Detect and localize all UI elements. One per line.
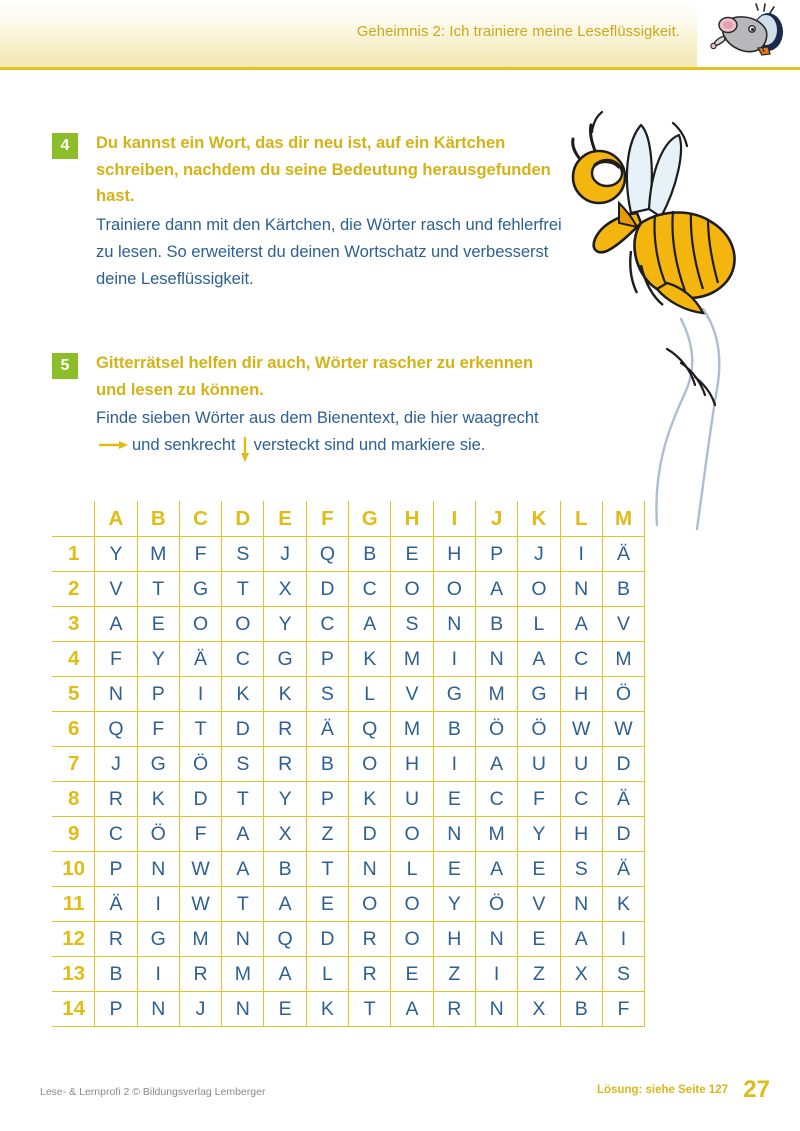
grid-cell[interactable]: N: [433, 817, 475, 852]
grid-cell[interactable]: Ö: [602, 677, 644, 712]
grid-cell[interactable]: O: [391, 572, 433, 607]
grid-cell[interactable]: G: [264, 642, 306, 677]
grid-cell[interactable]: O: [391, 817, 433, 852]
grid-cell[interactable]: F: [602, 992, 644, 1027]
grid-cell[interactable]: G: [433, 677, 475, 712]
grid-cell[interactable]: F: [95, 642, 137, 677]
grid-column-header: C: [179, 502, 221, 537]
grid-cell[interactable]: A: [475, 747, 517, 782]
grid-cell[interactable]: V: [518, 887, 560, 922]
grid-cell[interactable]: H: [560, 817, 602, 852]
grid-cell[interactable]: R: [349, 957, 391, 992]
grid-cell[interactable]: D: [349, 817, 391, 852]
item-number-badge: 4: [52, 133, 78, 159]
grid-cell[interactable]: Y: [433, 887, 475, 922]
header-divider: [0, 67, 800, 70]
grid-cell[interactable]: I: [433, 642, 475, 677]
grid-cell[interactable]: Y: [518, 817, 560, 852]
grid-cell[interactable]: Q: [95, 712, 137, 747]
grid-cell[interactable]: A: [95, 607, 137, 642]
footer-solution-note: Lösung: siehe Seite 127: [596, 1084, 728, 1096]
grid-cell[interactable]: O: [433, 572, 475, 607]
grid-cell[interactable]: Z: [306, 817, 348, 852]
grid-cell[interactable]: F: [137, 712, 179, 747]
grid-cell[interactable]: V: [602, 607, 644, 642]
motion-lines-icon: [592, 112, 715, 405]
grid-row: [53, 852, 645, 887]
grid-cell[interactable]: C: [222, 642, 264, 677]
grid-cell[interactable]: N: [95, 677, 137, 712]
item-paragraph-text: Trainiere dann mit den Kärtchen, die Wörter rasch und fehlerfrei zu lesen. So erweiterst du deinen Wortschatz und verbesserst deine Leseflüssigkeit.: [96, 214, 562, 288]
grid-cell[interactable]: T: [222, 782, 264, 817]
grid-cell[interactable]: K: [306, 992, 348, 1027]
item-paragraph-part1: Finde sieben Wörter aus dem Bienentext, die hier waagrecht: [96, 408, 539, 427]
grid-cell[interactable]: Q: [306, 537, 348, 572]
grid-cell[interactable]: G: [518, 677, 560, 712]
grid-column-header: D: [222, 502, 264, 537]
page-number: 27: [743, 1076, 770, 1103]
grid-column-header: A: [95, 502, 137, 537]
grid-cell[interactable]: D: [306, 922, 348, 957]
grid-cell[interactable]: D: [222, 712, 264, 747]
grid-cell[interactable]: Ä: [306, 712, 348, 747]
grid-cell[interactable]: K: [137, 782, 179, 817]
bee-antennae-icon: [573, 125, 601, 171]
grid-cell[interactable]: A: [518, 642, 560, 677]
mouse-reading-icon: [706, 2, 792, 64]
grid-row: [53, 887, 645, 922]
grid-cell[interactable]: R: [433, 992, 475, 1027]
grid-cell[interactable]: E: [264, 992, 306, 1027]
grid-row-header: 1: [53, 537, 95, 572]
grid-cell[interactable]: G: [137, 922, 179, 957]
grid-row-header: 8: [53, 782, 95, 817]
grid-row-header: 6: [53, 712, 95, 747]
item-paragraph-part2: und senkrecht: [132, 435, 236, 454]
grid-column-header: H: [391, 502, 433, 537]
grid-cell[interactable]: J: [518, 537, 560, 572]
grid-row: [53, 642, 645, 677]
grid-cell[interactable]: O: [349, 747, 391, 782]
grid-cell[interactable]: Ö: [475, 712, 517, 747]
grid-cell[interactable]: F: [179, 537, 221, 572]
grid-column-header: M: [602, 502, 644, 537]
grid-column-header: F: [306, 502, 348, 537]
grid-row-header: 13: [53, 957, 95, 992]
grid-cell[interactable]: M: [391, 712, 433, 747]
grid-cell[interactable]: Ä: [602, 852, 644, 887]
grid-cell[interactable]: Ö: [518, 712, 560, 747]
grid-cell[interactable]: K: [349, 782, 391, 817]
grid-row-header: 3: [53, 607, 95, 642]
grid-cell[interactable]: T: [222, 572, 264, 607]
grid-cell[interactable]: N: [349, 852, 391, 887]
grid-cell[interactable]: O: [222, 607, 264, 642]
grid-cell[interactable]: T: [179, 712, 221, 747]
grid-cell[interactable]: K: [349, 642, 391, 677]
grid-cell[interactable]: C: [306, 607, 348, 642]
grid-header-row: [53, 502, 645, 537]
bee-wings-icon: [627, 125, 681, 217]
arrow-down-icon: [239, 437, 251, 463]
grid-cell[interactable]: A: [475, 852, 517, 887]
grid-cell[interactable]: O: [391, 922, 433, 957]
grid-cell[interactable]: I: [137, 957, 179, 992]
grid-cell[interactable]: A: [560, 922, 602, 957]
grid-cell[interactable]: H: [391, 747, 433, 782]
item-lead-text: Gitterrätsel helfen dir auch, Wörter rascher zu erkennen und lesen zu können.: [96, 353, 534, 399]
grid-column-header: B: [137, 502, 179, 537]
grid-cell[interactable]: A: [222, 852, 264, 887]
grid-row: [53, 957, 645, 992]
grid-cell[interactable]: E: [518, 852, 560, 887]
grid-column-header: I: [433, 502, 475, 537]
grid-cell[interactable]: I: [602, 922, 644, 957]
grid-cell[interactable]: T: [306, 852, 348, 887]
grid-cell[interactable]: C: [560, 782, 602, 817]
grid-row: [53, 992, 645, 1027]
grid-column-header: K: [518, 502, 560, 537]
grid-cell[interactable]: W: [560, 712, 602, 747]
grid-row-header: 12: [53, 922, 95, 957]
grid-cell[interactable]: S: [391, 607, 433, 642]
word-search-grid[interactable]: [52, 501, 645, 1027]
grid-row: [53, 607, 645, 642]
grid-cell[interactable]: L: [349, 677, 391, 712]
grid-row-header: 9: [53, 817, 95, 852]
grid-cell[interactable]: Y: [137, 642, 179, 677]
grid-cell[interactable]: C: [475, 782, 517, 817]
page-footer: [0, 1078, 800, 1118]
grid-cell[interactable]: R: [264, 747, 306, 782]
grid-cell[interactable]: I: [560, 537, 602, 572]
grid-cell[interactable]: N: [222, 922, 264, 957]
grid-cell[interactable]: D: [306, 572, 348, 607]
grid-row: [53, 747, 645, 782]
item-body: [96, 130, 566, 292]
grid-row-header: 2: [53, 572, 95, 607]
grid-body[interactable]: [53, 537, 645, 1027]
grid-row-header: 14: [53, 992, 95, 1027]
grid-cell[interactable]: O: [391, 887, 433, 922]
flight-trail-icon: [656, 309, 719, 529]
grid-cell[interactable]: M: [602, 642, 644, 677]
grid-cell[interactable]: C: [560, 642, 602, 677]
grid-cell[interactable]: E: [518, 922, 560, 957]
grid-cell[interactable]: F: [179, 817, 221, 852]
grid-cell[interactable]: P: [475, 537, 517, 572]
grid-cell[interactable]: K: [602, 887, 644, 922]
grid-cell[interactable]: M: [137, 537, 179, 572]
grid-cell[interactable]: D: [179, 782, 221, 817]
grid-row: [53, 817, 645, 852]
item-paragraph-part3: versteckt sind und markiere sie.: [253, 435, 486, 454]
grid-cell[interactable]: S: [222, 747, 264, 782]
grid-cell[interactable]: W: [602, 712, 644, 747]
grid-cell[interactable]: C: [95, 817, 137, 852]
item-paragraph-text: [96, 404, 566, 459]
grid-cell[interactable]: A: [391, 992, 433, 1027]
grid-cell[interactable]: Z: [518, 957, 560, 992]
grid-cell[interactable]: H: [433, 537, 475, 572]
grid-cell[interactable]: J: [179, 992, 221, 1027]
grid-cell[interactable]: X: [264, 572, 306, 607]
grid-cell[interactable]: B: [475, 607, 517, 642]
grid-cell[interactable]: U: [518, 747, 560, 782]
grid-cell[interactable]: B: [264, 852, 306, 887]
grid-column-header: J: [475, 502, 517, 537]
grid-cell[interactable]: P: [95, 992, 137, 1027]
grid-cell[interactable]: N: [222, 992, 264, 1027]
grid-cell[interactable]: N: [433, 607, 475, 642]
grid-cell[interactable]: A: [560, 607, 602, 642]
grid-cell[interactable]: E: [391, 957, 433, 992]
grid-row: [53, 677, 645, 712]
grid-cell[interactable]: D: [602, 817, 644, 852]
grid-cell[interactable]: N: [560, 887, 602, 922]
grid-cell[interactable]: Ä: [602, 782, 644, 817]
grid-cell[interactable]: P: [306, 782, 348, 817]
grid-cell[interactable]: W: [179, 887, 221, 922]
grid-cell[interactable]: H: [433, 922, 475, 957]
grid-cell[interactable]: L: [391, 852, 433, 887]
grid-cell[interactable]: Y: [264, 607, 306, 642]
grid-cell[interactable]: G: [137, 747, 179, 782]
footer-credit: Lese- & Lernprofi 2 © Bildungsverlag Lemberger: [40, 1086, 266, 1098]
grid-cell[interactable]: I: [137, 887, 179, 922]
grid-cell[interactable]: E: [306, 887, 348, 922]
grid-cell[interactable]: I: [433, 747, 475, 782]
grid-cell[interactable]: I: [179, 677, 221, 712]
grid-cell[interactable]: F: [518, 782, 560, 817]
grid-cell[interactable]: T: [137, 572, 179, 607]
item-lead-text: Du kannst ein Wort, das dir neu ist, auf ein Kärtchen schreiben, nachdem du seine Bedeutung herausgefunden hast.: [96, 133, 551, 205]
grid-cell[interactable]: A: [475, 572, 517, 607]
grid-cell[interactable]: D: [602, 747, 644, 782]
grid-cell[interactable]: A: [349, 607, 391, 642]
page-header: [0, 0, 800, 69]
grid-cell[interactable]: N: [475, 992, 517, 1027]
grid-cell[interactable]: R: [95, 922, 137, 957]
grid-cell[interactable]: Y: [95, 537, 137, 572]
grid-cell[interactable]: L: [306, 957, 348, 992]
grid-row: [53, 572, 645, 607]
grid-cell[interactable]: B: [433, 712, 475, 747]
grid-cell[interactable]: U: [560, 747, 602, 782]
header-title: Geheimnis 2: Ich trainiere meine Leseflüssigkeit.: [356, 24, 680, 40]
grid-corner-cell: [53, 502, 95, 537]
grid-cell[interactable]: P: [137, 677, 179, 712]
grid-cell[interactable]: T: [222, 887, 264, 922]
grid-cell[interactable]: P: [95, 852, 137, 887]
grid-cell[interactable]: Ä: [95, 887, 137, 922]
grid-cell[interactable]: O: [179, 607, 221, 642]
grid-cell[interactable]: O: [518, 572, 560, 607]
grid-cell[interactable]: Ö: [137, 817, 179, 852]
grid-cell[interactable]: Y: [264, 782, 306, 817]
grid-row-header: 5: [53, 677, 95, 712]
grid-cell[interactable]: N: [475, 642, 517, 677]
grid-cell[interactable]: X: [264, 817, 306, 852]
item-body: [96, 350, 566, 459]
grid-cell[interactable]: H: [560, 677, 602, 712]
grid-cell[interactable]: M: [222, 957, 264, 992]
grid-cell[interactable]: K: [264, 677, 306, 712]
grid-row-header: 11: [53, 887, 95, 922]
grid-cell[interactable]: Ä: [179, 642, 221, 677]
arrow-right-icon: [99, 439, 129, 451]
grid-row: [53, 922, 645, 957]
grid-cell[interactable]: J: [95, 747, 137, 782]
grid-cell[interactable]: M: [475, 677, 517, 712]
grid-cell[interactable]: B: [349, 537, 391, 572]
grid-cell[interactable]: G: [179, 572, 221, 607]
grid-row: [53, 782, 645, 817]
grid-cell[interactable]: B: [560, 992, 602, 1027]
grid-cell[interactable]: X: [560, 957, 602, 992]
grid-cell[interactable]: A: [222, 817, 264, 852]
grid-cell[interactable]: S: [602, 957, 644, 992]
grid-cell[interactable]: E: [391, 537, 433, 572]
grid-cell[interactable]: S: [560, 852, 602, 887]
grid-cell[interactable]: S: [222, 537, 264, 572]
grid-row: [53, 537, 645, 572]
grid-cell[interactable]: X: [518, 992, 560, 1027]
grid-cell[interactable]: R: [179, 957, 221, 992]
grid-table[interactable]: [52, 501, 645, 1027]
grid-cell[interactable]: V: [95, 572, 137, 607]
item-number-badge: 5: [52, 353, 78, 379]
grid-column-header: G: [349, 502, 391, 537]
grid-cell[interactable]: N: [137, 852, 179, 887]
grid-cell[interactable]: R: [95, 782, 137, 817]
grid-cell[interactable]: Ö: [475, 887, 517, 922]
grid-cell[interactable]: W: [179, 852, 221, 887]
grid-cell[interactable]: E: [137, 607, 179, 642]
grid-cell[interactable]: P: [306, 642, 348, 677]
grid-cell[interactable]: N: [137, 992, 179, 1027]
grid-row-header: 7: [53, 747, 95, 782]
grid-cell[interactable]: L: [518, 607, 560, 642]
grid-cell[interactable]: C: [349, 572, 391, 607]
bee-body-icon: [573, 151, 735, 313]
grid-column-header: E: [264, 502, 306, 537]
grid-cell[interactable]: K: [222, 677, 264, 712]
grid-cell[interactable]: J: [264, 537, 306, 572]
grid-cell[interactable]: B: [95, 957, 137, 992]
grid-cell[interactable]: U: [391, 782, 433, 817]
grid-cell[interactable]: N: [560, 572, 602, 607]
grid-cell[interactable]: S: [306, 677, 348, 712]
grid-cell[interactable]: A: [264, 957, 306, 992]
grid-cell[interactable]: A: [264, 887, 306, 922]
grid-cell[interactable]: E: [433, 782, 475, 817]
grid-cell[interactable]: Ä: [602, 537, 644, 572]
grid-cell[interactable]: B: [306, 747, 348, 782]
grid-cell[interactable]: V: [391, 677, 433, 712]
grid-cell[interactable]: T: [349, 992, 391, 1027]
grid-cell[interactable]: Z: [433, 957, 475, 992]
grid-cell[interactable]: Q: [349, 712, 391, 747]
grid-cell[interactable]: Ö: [179, 747, 221, 782]
grid-row-header: 4: [53, 642, 95, 677]
grid-cell[interactable]: M: [475, 817, 517, 852]
grid-row: [53, 712, 645, 747]
flying-bee-illustration: [545, 105, 795, 535]
grid-cell[interactable]: O: [349, 887, 391, 922]
grid-cell[interactable]: R: [264, 712, 306, 747]
grid-cell[interactable]: B: [602, 572, 644, 607]
grid-cell[interactable]: M: [391, 642, 433, 677]
grid-cell[interactable]: R: [349, 922, 391, 957]
grid-cell[interactable]: E: [433, 852, 475, 887]
grid-row-header: 10: [53, 852, 95, 887]
grid-column-header: L: [560, 502, 602, 537]
grid-cell[interactable]: N: [475, 922, 517, 957]
grid-cell[interactable]: M: [179, 922, 221, 957]
grid-cell[interactable]: Q: [264, 922, 306, 957]
grid-cell[interactable]: I: [475, 957, 517, 992]
